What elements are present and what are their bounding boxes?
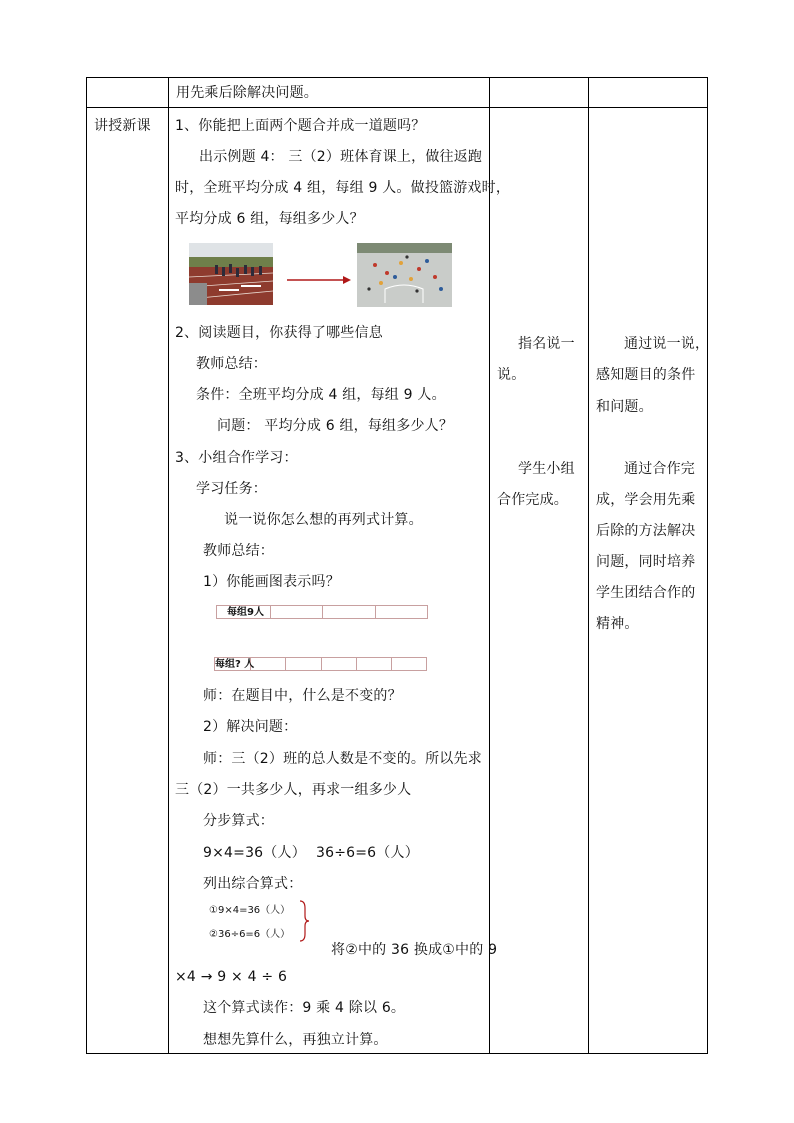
intent-2-line-3: 后除的方法解决 <box>596 523 696 539</box>
teacher-summary-2: 教师总结： <box>203 543 274 559</box>
unchanged-question: 师：在题目中，什么是不变的？ <box>203 688 402 704</box>
replace-line-1: 将②中的 36 换成①中的 9 <box>331 942 498 958</box>
table-row-divider <box>86 107 708 108</box>
condition-text: 条件：全班平均分成 4 组，每组 9 人。 <box>196 387 446 403</box>
task-label: 学习任务： <box>196 481 267 497</box>
intent-2-line-6: 精神。 <box>596 616 639 632</box>
step-title: 分步算式： <box>203 813 274 829</box>
table-top-border <box>86 77 708 78</box>
example-line-3: 平均分成 6 组，每组多少人？ <box>175 211 364 227</box>
bar-1-label: 每组9人 <box>227 607 264 618</box>
running-track-photo <box>189 243 273 305</box>
intent-2-line-2: 成，学会用先乘 <box>596 492 696 508</box>
intent-1-line-2: 感知题目的条件 <box>596 367 696 383</box>
student-activity-2-line-2: 合作完成。 <box>497 492 568 508</box>
table-col-divider-1 <box>168 77 169 1054</box>
question-text: 问题： 平均分成 6 组，每组多少人？ <box>217 418 454 434</box>
combo-equation-1: ①9×4=36（人） <box>209 905 291 916</box>
table-col-divider-3 <box>588 77 589 1054</box>
brace-icon <box>298 900 310 942</box>
section-label: 讲授新课 <box>94 118 151 134</box>
example-line-1: 出示例题 4： 三（2）班体育课上，做往返跑 <box>199 149 483 165</box>
think-text: 想想先算什么，再独立计算。 <box>203 1032 388 1048</box>
step-equation-2: 36÷6=6（人） <box>316 845 419 861</box>
basketball-court-photo <box>357 243 452 307</box>
intent-1-line-1: 通过说一说， <box>624 336 710 352</box>
combo-equation-2: ②36÷6=6（人） <box>209 929 291 940</box>
explain-line-1: 师：三（2）班的总人数是不变的。所以先求 <box>203 751 482 767</box>
table-bottom-border <box>86 1053 708 1054</box>
read-as-text: 这个算式读作：9 乘 4 除以 6。 <box>203 1000 406 1016</box>
student-activity-1-line-1: 指名说一 <box>518 336 575 352</box>
question-3: 3、小组合作学习： <box>175 450 298 466</box>
example-line-2: 时，全班平均分成 4 组，每组 9 人。做投篮游戏时， <box>175 180 511 196</box>
bar-2-label: 每组? 人 <box>215 659 255 670</box>
student-activity-2-line-1: 学生小组 <box>518 461 575 477</box>
draw-question: 1）你能画图表示吗？ <box>203 574 340 590</box>
teacher-summary-1: 教师总结： <box>196 356 267 372</box>
top-row-text: 用先乘后除解决问题。 <box>176 85 318 101</box>
question-1: 1、你能把上面两个题合并成一道题吗？ <box>175 118 426 134</box>
solve-heading: 2）解决问题： <box>203 719 298 735</box>
table-right-border <box>707 77 708 1054</box>
table-col-divider-2 <box>489 77 490 1054</box>
student-activity-1-line-2: 说。 <box>497 367 526 383</box>
combined-title: 列出综合算式： <box>203 876 303 892</box>
step-equation-1: 9×4=36（人） <box>203 845 306 861</box>
intent-2-line-1: 通过合作完 <box>624 461 695 477</box>
intent-1-line-3: 和问题。 <box>596 399 653 415</box>
question-2: 2、阅读题目，你获得了哪些信息 <box>175 325 383 341</box>
intent-2-line-4: 问题，同时培养 <box>596 554 696 570</box>
table-left-border <box>86 77 87 1054</box>
task-detail: 说一说你怎么想的再列式计算。 <box>224 512 423 528</box>
replace-line-2: ×4 → 9 × 4 ÷ 6 <box>175 969 288 985</box>
explain-line-2: 三（2）一共多少人，再求一组多少人 <box>175 782 412 798</box>
arrow-icon <box>287 270 351 280</box>
intent-2-line-5: 学生团结合作的 <box>596 585 696 601</box>
